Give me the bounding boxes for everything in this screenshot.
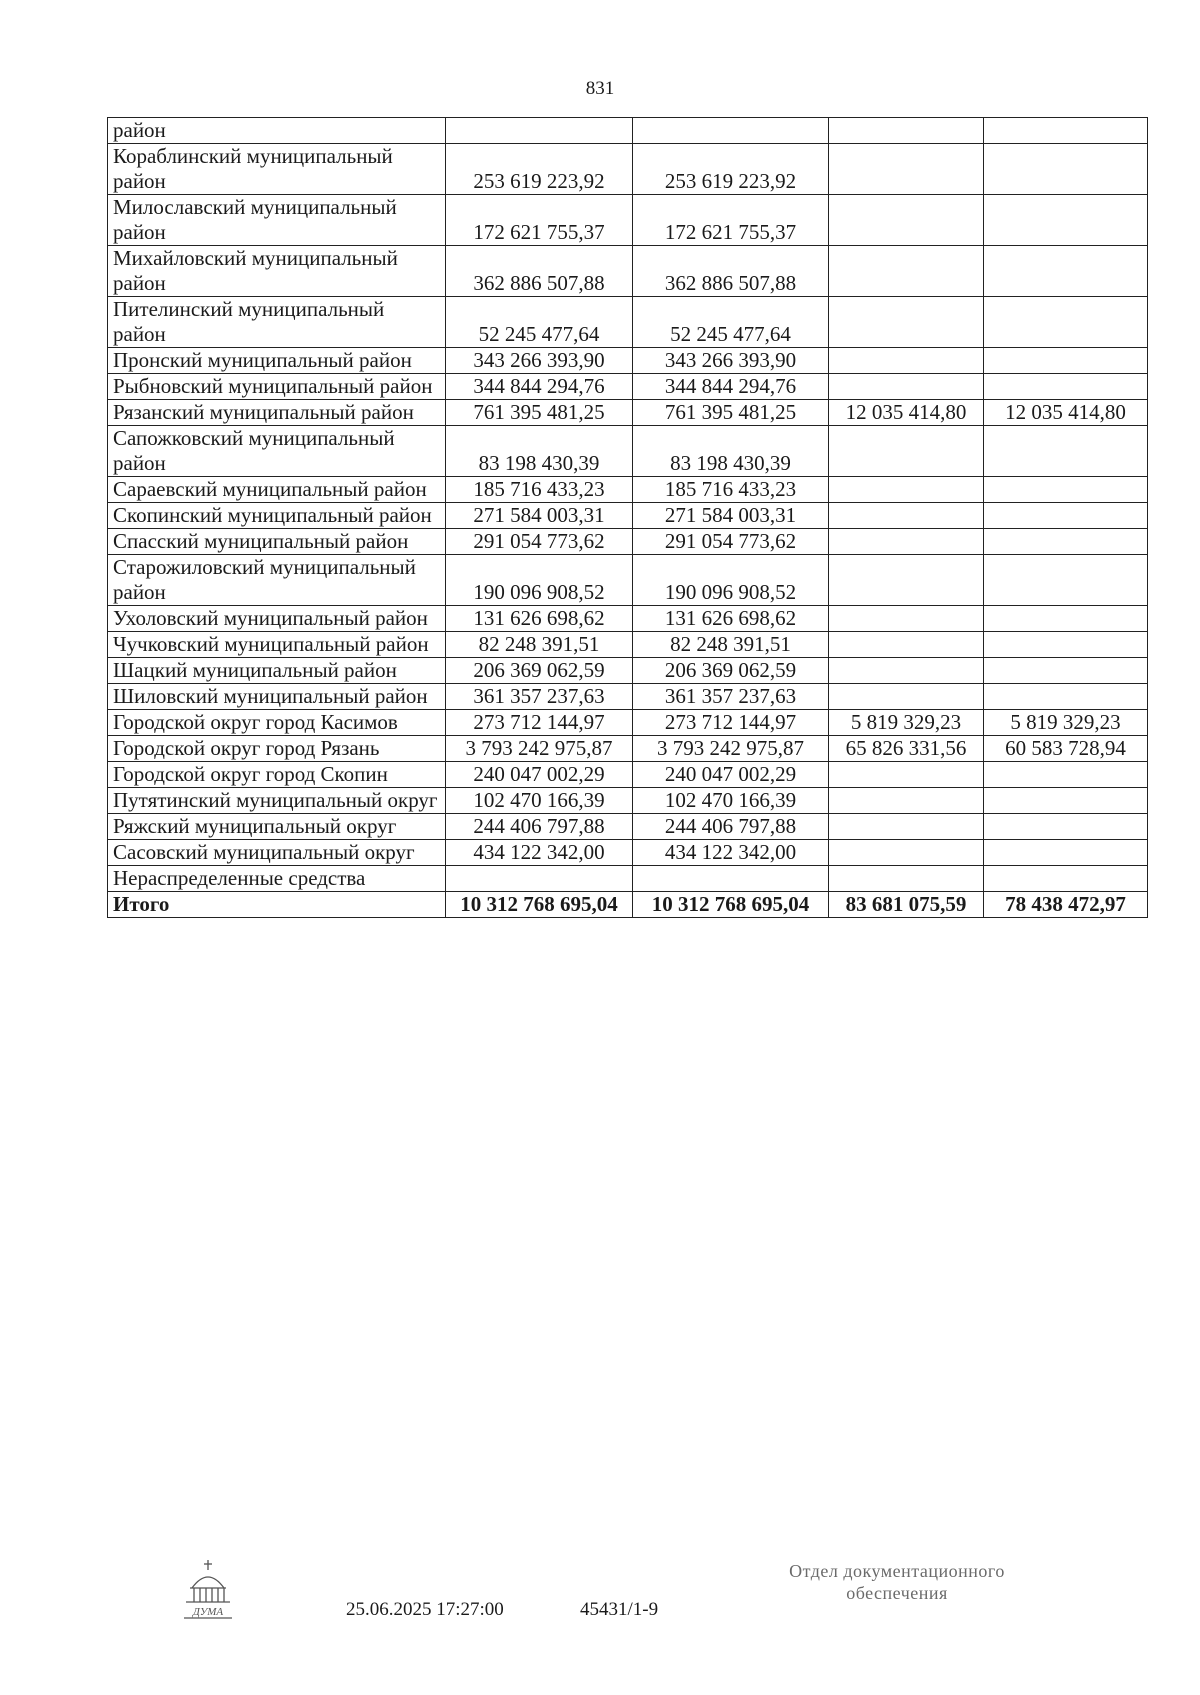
municipality-name: Ряжский муниципальный округ — [108, 814, 446, 840]
amount-cell-3 — [829, 374, 984, 400]
amount-cell-3 — [829, 866, 984, 892]
amount-cell-4 — [984, 529, 1148, 555]
amount-cell-3 — [829, 684, 984, 710]
amount-cell-4: 12 035 414,80 — [984, 400, 1148, 426]
table-row — [108, 710, 1148, 736]
amount-cell-1: 131 626 698,62 — [446, 606, 633, 632]
table-row — [108, 477, 1148, 503]
amount-cell-1: 172 621 755,37 — [446, 195, 633, 246]
amount-cell-1: 82 248 391,51 — [446, 632, 633, 658]
amount-cell-3 — [829, 762, 984, 788]
table-row — [108, 400, 1148, 426]
amount-cell-1: 362 886 507,88 — [446, 246, 633, 297]
table-row — [108, 503, 1148, 529]
municipality-name: Ухоловский муниципальный район — [108, 606, 446, 632]
amount-cell-2 — [633, 866, 829, 892]
amount-cell-2: 206 369 062,59 — [633, 658, 829, 684]
municipality-name: Старожиловский муниципальный район — [108, 555, 446, 606]
amount-cell-3 — [829, 529, 984, 555]
amount-cell-3: 12 035 414,80 — [829, 400, 984, 426]
amount-cell-3 — [829, 144, 984, 195]
amount-cell-2: 361 357 237,63 — [633, 684, 829, 710]
amount-cell-3 — [829, 658, 984, 684]
amount-cell-2: 761 395 481,25 — [633, 400, 829, 426]
total-row — [108, 892, 1148, 918]
amount-cell-1: 206 369 062,59 — [446, 658, 633, 684]
amount-cell-3 — [829, 348, 984, 374]
budget-table-body — [108, 118, 1148, 918]
page-number: 831 — [585, 78, 615, 99]
amount-cell-4 — [984, 195, 1148, 246]
amount-cell-3 — [829, 788, 984, 814]
amount-cell-1: 291 054 773,62 — [446, 529, 633, 555]
municipality-name: Пителинский муниципальный район — [108, 297, 446, 348]
amount-cell-3: 5 819 329,23 — [829, 710, 984, 736]
amount-cell-4 — [984, 374, 1148, 400]
amount-cell-1 — [446, 118, 633, 144]
amount-cell-1: 240 047 002,29 — [446, 762, 633, 788]
municipality-name: Шацкий муниципальный район — [108, 658, 446, 684]
amount-cell-1: 434 122 342,00 — [446, 840, 633, 866]
amount-cell-2: 83 198 430,39 — [633, 426, 829, 477]
municipality-name: район — [108, 118, 446, 144]
amount-cell-3: 65 826 331,56 — [829, 736, 984, 762]
amount-cell-2: 3 793 242 975,87 — [633, 736, 829, 762]
stamp-line-1: Отдел документационного — [789, 1561, 1005, 1581]
table-row — [108, 606, 1148, 632]
municipality-name: Рязанский муниципальный район — [108, 400, 446, 426]
table-row — [108, 118, 1148, 144]
amount-cell-2: 131 626 698,62 — [633, 606, 829, 632]
amount-cell-2: 82 248 391,51 — [633, 632, 829, 658]
municipality-name: Шиловский муниципальный район — [108, 684, 446, 710]
municipality-name: Путятинский муниципальный округ — [108, 788, 446, 814]
amount-cell-4 — [984, 658, 1148, 684]
amount-cell-3 — [829, 195, 984, 246]
budget-table — [107, 117, 1148, 918]
table-row — [108, 840, 1148, 866]
duma-logo — [180, 1558, 236, 1624]
amount-cell-3 — [829, 555, 984, 606]
municipality-name: Пронский муниципальный район — [108, 348, 446, 374]
registration-number: 45431/1-9 — [580, 1599, 659, 1620]
amount-cell-4: 60 583 728,94 — [984, 736, 1148, 762]
amount-cell-1: 3 793 242 975,87 — [446, 736, 633, 762]
amount-cell-4 — [984, 297, 1148, 348]
table-row — [108, 195, 1148, 246]
table-row — [108, 297, 1148, 348]
municipality-name: Городской округ город Касимов — [108, 710, 446, 736]
amount-cell-4 — [984, 840, 1148, 866]
amount-cell-1: 102 470 166,39 — [446, 788, 633, 814]
amount-cell-3 — [829, 814, 984, 840]
amount-cell-4 — [984, 814, 1148, 840]
table-row — [108, 374, 1148, 400]
amount-cell-2: 172 621 755,37 — [633, 195, 829, 246]
municipality-name: Скопинский муниципальный район — [108, 503, 446, 529]
amount-cell-1: 361 357 237,63 — [446, 684, 633, 710]
amount-cell-4 — [984, 684, 1148, 710]
amount-cell-4 — [984, 788, 1148, 814]
department-stamp — [752, 1560, 1042, 1604]
amount-cell-2: 52 245 477,64 — [633, 297, 829, 348]
amount-cell-4 — [984, 503, 1148, 529]
municipality-name: Сапожковский муниципальный район — [108, 426, 446, 477]
amount-cell-3 — [829, 840, 984, 866]
amount-cell-3 — [829, 118, 984, 144]
amount-cell-4 — [984, 555, 1148, 606]
amount-cell-1: 190 096 908,52 — [446, 555, 633, 606]
amount-cell-1: 244 406 797,88 — [446, 814, 633, 840]
table-row — [108, 426, 1148, 477]
amount-cell-4 — [984, 632, 1148, 658]
amount-cell-1: 343 266 393,90 — [446, 348, 633, 374]
municipality-name: Сасовский муниципальный округ — [108, 840, 446, 866]
amount-cell-2: 240 047 002,29 — [633, 762, 829, 788]
amount-cell-1: 344 844 294,76 — [446, 374, 633, 400]
amount-cell-1: 52 245 477,64 — [446, 297, 633, 348]
amount-cell-2: 271 584 003,31 — [633, 503, 829, 529]
amount-cell-1: 271 584 003,31 — [446, 503, 633, 529]
amount-cell-2: 343 266 393,90 — [633, 348, 829, 374]
amount-cell-4 — [984, 426, 1148, 477]
amount-cell-2: 291 054 773,62 — [633, 529, 829, 555]
table-row — [108, 658, 1148, 684]
amount-cell-4 — [984, 866, 1148, 892]
table-row — [108, 736, 1148, 762]
stamp-line-2: обеспечения — [846, 1583, 948, 1603]
table-row — [108, 348, 1148, 374]
amount-cell-4 — [984, 762, 1148, 788]
amount-cell-1: 253 619 223,92 — [446, 144, 633, 195]
municipality-name: Спасский муниципальный район — [108, 529, 446, 555]
amount-cell-4 — [984, 144, 1148, 195]
municipality-name: Милославский муниципальный район — [108, 195, 446, 246]
amount-cell-1: 273 712 144,97 — [446, 710, 633, 736]
table-row — [108, 684, 1148, 710]
table-row — [108, 814, 1148, 840]
municipality-name: Рыбновский муниципальный район — [108, 374, 446, 400]
amount-cell-2: 190 096 908,52 — [633, 555, 829, 606]
amount-cell-2: 362 886 507,88 — [633, 246, 829, 297]
document-datetime: 25.06.2025 17:27:00 — [346, 1599, 504, 1620]
total-label: Итого — [108, 892, 446, 918]
amount-cell-1: 185 716 433,23 — [446, 477, 633, 503]
amount-cell-4 — [984, 477, 1148, 503]
total-value-3: 83 681 075,59 — [829, 892, 984, 918]
amount-cell-2: 244 406 797,88 — [633, 814, 829, 840]
amount-cell-3 — [829, 477, 984, 503]
municipality-name: Сараевский муниципальный район — [108, 477, 446, 503]
amount-cell-3 — [829, 246, 984, 297]
table-row — [108, 529, 1148, 555]
amount-cell-2 — [633, 118, 829, 144]
amount-cell-3 — [829, 503, 984, 529]
amount-cell-3 — [829, 426, 984, 477]
table-row — [108, 866, 1148, 892]
amount-cell-4 — [984, 118, 1148, 144]
municipality-name: Кораблинский муниципальный район — [108, 144, 446, 195]
amount-cell-2: 185 716 433,23 — [633, 477, 829, 503]
amount-cell-3 — [829, 632, 984, 658]
total-value-4: 78 438 472,97 — [984, 892, 1148, 918]
amount-cell-1: 83 198 430,39 — [446, 426, 633, 477]
amount-cell-2: 102 470 166,39 — [633, 788, 829, 814]
municipality-name: Чучковский муниципальный район — [108, 632, 446, 658]
table-row — [108, 762, 1148, 788]
table-row — [108, 632, 1148, 658]
amount-cell-1: 761 395 481,25 — [446, 400, 633, 426]
municipality-name: Городской округ город Рязань — [108, 736, 446, 762]
municipality-name: Михайловский муниципальный район — [108, 246, 446, 297]
table-row — [108, 555, 1148, 606]
table-row — [108, 144, 1148, 195]
total-value-1: 10 312 768 695,04 — [446, 892, 633, 918]
table-row — [108, 246, 1148, 297]
table-row — [108, 788, 1148, 814]
amount-cell-1 — [446, 866, 633, 892]
total-value-2: 10 312 768 695,04 — [633, 892, 829, 918]
amount-cell-4 — [984, 246, 1148, 297]
amount-cell-2: 253 619 223,92 — [633, 144, 829, 195]
amount-cell-3 — [829, 606, 984, 632]
municipality-name: Нераспределенные средства — [108, 866, 446, 892]
amount-cell-2: 273 712 144,97 — [633, 710, 829, 736]
amount-cell-2: 344 844 294,76 — [633, 374, 829, 400]
amount-cell-2: 434 122 342,00 — [633, 840, 829, 866]
amount-cell-4: 5 819 329,23 — [984, 710, 1148, 736]
amount-cell-4 — [984, 606, 1148, 632]
amount-cell-4 — [984, 348, 1148, 374]
duma-logo-text: ДУМА — [192, 1606, 224, 1618]
municipality-name: Городской округ город Скопин — [108, 762, 446, 788]
amount-cell-3 — [829, 297, 984, 348]
